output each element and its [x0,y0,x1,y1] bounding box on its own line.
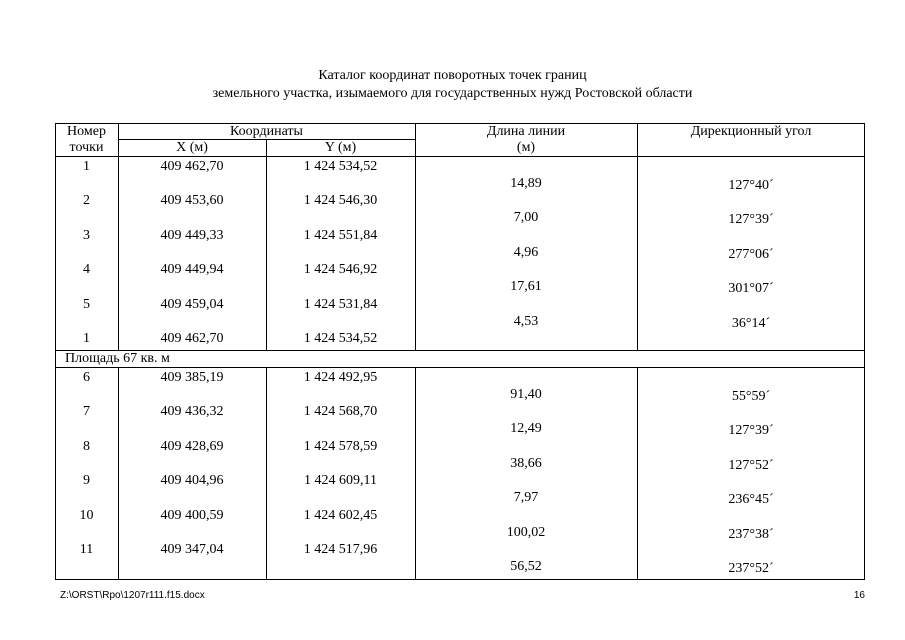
segment-length: 7,00 [513,210,539,225]
segment-angle: 301°07´ [728,281,774,296]
point-number: 1 [83,331,90,346]
title-line-2: земельного участка, изымаемого для государственных нужд Ростовской области [212,86,693,101]
point-x: 409 347,04 [160,542,224,557]
segment-length: 12,49 [510,421,542,436]
point-x: 409 449,33 [160,228,224,243]
point-x: 409 459,04 [160,297,224,312]
point-y: 1 424 531,84 [303,297,378,312]
segment-length: 4,53 [513,314,539,329]
header-length-line1: Длина линии [486,124,566,139]
point-y: 1 424 517,96 [303,542,378,557]
point-number: 2 [83,193,90,208]
point-x: 409 428,69 [160,439,224,454]
area-label: Площадь 67 кв. м [65,351,170,366]
footer-file-path: Z:\ORST\Rpo\1207r111.f15.docx [60,590,205,601]
segment-angle: 277°06´ [728,247,774,262]
segment-length: 38,66 [510,456,542,471]
header-x: X (м) [176,140,208,155]
point-y: 1 424 602,45 [303,508,378,523]
point-x: 409 400,59 [160,508,224,523]
point-x: 409 462,70 [160,159,224,174]
segment-length: 56,52 [510,559,542,574]
point-y: 1 424 578,59 [303,439,378,454]
point-number: 5 [83,297,90,312]
segment-angle: 36°14´ [731,316,771,331]
point-number: 7 [83,404,90,419]
header-y: Y (м) [324,140,357,155]
point-x: 409 436,32 [160,404,224,419]
point-x: 409 385,19 [160,370,224,385]
point-number: 3 [83,228,90,243]
point-number: 1 [83,159,90,174]
point-x: 409 449,94 [160,262,224,277]
segment-length: 17,61 [510,279,542,294]
header-length-line2: (м) [516,140,536,155]
segment-length: 4,96 [513,245,539,260]
point-number: 9 [83,473,90,488]
segment-angle: 237°52´ [728,561,774,576]
footer-page-number: 16 [853,590,865,601]
point-number: 6 [83,370,90,385]
point-y: 1 424 609,11 [304,473,377,488]
point-number: 4 [83,262,90,277]
header-number-line1: Номер [67,124,106,139]
point-x: 409 462,70 [160,331,224,346]
point-y: 1 424 568,70 [303,404,378,419]
segment-angle: 127°39´ [728,423,774,438]
point-y: 1 424 551,84 [303,228,378,243]
point-y: 1 424 534,52 [303,159,378,174]
segment-length: 14,89 [510,176,542,191]
point-number: 10 [79,508,94,523]
segment-length: 100,02 [506,525,546,540]
point-number: 8 [83,439,90,454]
segment-angle: 127°39´ [728,212,774,227]
header-angle: Дирекционный угол [690,124,812,139]
segment-angle: 55°59´ [731,389,771,404]
document-title [0,67,905,103]
point-x: 409 404,96 [160,473,224,488]
title-line-1: Каталог координат поворотных точек границ [318,68,587,83]
point-x: 409 453,60 [160,193,224,208]
segment-length: 7,97 [513,490,539,505]
segment-angle: 237°38´ [728,527,774,542]
segment-angle: 127°52´ [728,458,774,473]
point-number: 11 [79,542,94,557]
segment-angle: 127°40´ [728,178,774,193]
header-number-line2: точки [69,140,104,155]
coordinates-table [55,123,865,580]
segment-angle: 236°45´ [728,492,774,507]
header-coordinates: Координаты [230,124,303,139]
point-y: 1 424 546,30 [303,193,378,208]
point-y: 1 424 534,52 [303,331,378,346]
segment-length: 91,40 [510,387,542,402]
point-y: 1 424 546,92 [303,262,378,277]
point-y: 1 424 492,95 [303,370,378,385]
